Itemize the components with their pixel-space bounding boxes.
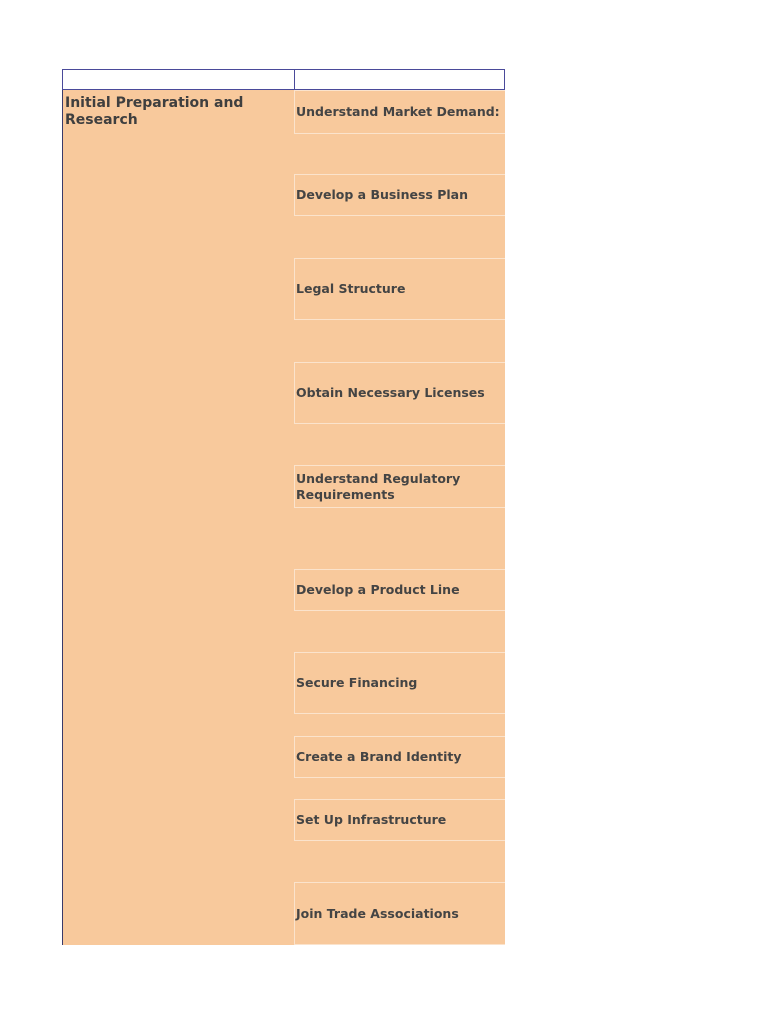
task-cell[interactable]: Understand Market Demand:: [294, 90, 505, 134]
task-cell[interactable]: Create a Brand Identity: [294, 736, 505, 778]
task-cell[interactable]: Develop a Business Plan: [294, 174, 505, 216]
task-cell[interactable]: Join Trade Associations: [294, 882, 505, 945]
header-cell-phase[interactable]: [62, 69, 295, 90]
task-cell[interactable]: Set Up Infrastructure: [294, 799, 505, 841]
task-cell[interactable]: Understand Regulatory Requirements: [294, 465, 505, 508]
spreadsheet-table: [62, 69, 505, 945]
phase-cell[interactable]: [62, 90, 294, 945]
task-column: [294, 90, 505, 945]
task-cell[interactable]: Secure Financing: [294, 652, 505, 714]
phase-title: Initial Preparation and Research: [65, 95, 244, 128]
task-cell[interactable]: Legal Structure: [294, 258, 505, 320]
task-cell[interactable]: Obtain Necessary Licenses: [294, 362, 505, 424]
task-cell[interactable]: Develop a Product Line: [294, 569, 505, 611]
header-cell-task[interactable]: [294, 69, 505, 90]
